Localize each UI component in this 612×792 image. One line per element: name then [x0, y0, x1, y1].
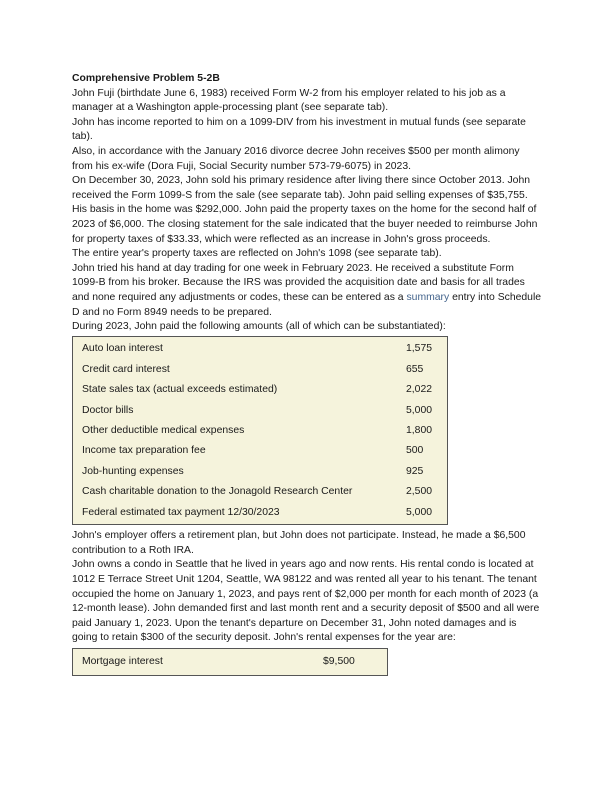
expense-amount: 5,000: [406, 506, 433, 518]
expenses-intro: During 2023, John paid the following amounts (all of which can be substantiated):: [72, 321, 446, 333]
expense-label: Doctor bills: [82, 404, 134, 416]
paragraph-day-trading: [72, 262, 542, 320]
expense-row: [73, 502, 447, 522]
paragraph-property-taxes: The entire year's property taxes are reflected on John's 1098 (see separate tab).: [72, 248, 442, 260]
paragraph-home-sale: On December 30, 2023, John sold his primary residence after living there since October 2013. John received the Form 1099-S from the sale (see separate tab). John paid selling expenses of $35,755. His basis in the home was $292,000. John paid the property taxes on the home for the second half of 2023 of $6,000. The closing statement for the sale indicated that the buyer needed to reimburse John for property taxes of $33.33, which were reflected as an increase in John's gross proceeds.: [72, 175, 538, 245]
day-trading-text-1: John tried his hand at day trading for one week in February 2023. He received a substitute Form 1099-B from his broker. Because the IRS was provided the acquisition date and basis for all trades and none required any adjustments or codes, these can be entered as a: [72, 262, 525, 303]
rental-expenses-table: [72, 648, 388, 676]
expense-row: [73, 359, 447, 379]
expense-label: Federal estimated tax payment 12/30/2023: [82, 506, 280, 518]
summary-link[interactable]: summary: [406, 291, 450, 303]
day-trading-text-2: entry into Schedule D and no Form 8949 needs to be prepared.: [72, 291, 542, 318]
expense-label: Job-hunting expenses: [82, 465, 184, 477]
expense-amount: 655: [406, 363, 424, 375]
problem-title: Comprehensive Problem 5-2B: [72, 73, 220, 84]
expense-row: [73, 420, 447, 440]
paragraph-roth-ira: John's employer offers a retirement plan, but John does not participate. Instead, he made a $6,500 contribution to a Roth IRA.: [72, 530, 526, 556]
expenses-table: [72, 336, 448, 526]
paragraph-1099-div: John has income reported to him on a 1099-DIV from his investment in mutual funds (see separate tab).: [72, 116, 526, 143]
expense-row: [73, 400, 447, 420]
rental-expense-label: Mortgage interest: [82, 656, 163, 668]
rental-expense-row: [73, 651, 387, 673]
expense-amount: 5,000: [406, 404, 433, 416]
expense-amount: 2,500: [406, 486, 433, 498]
document-page: [72, 72, 542, 676]
expense-row: [73, 379, 447, 399]
expense-label: Credit card interest: [82, 363, 170, 375]
expense-label: Other deductible medical expenses: [82, 424, 245, 436]
expense-label: Cash charitable donation to the Jonagold Research Center: [82, 486, 353, 498]
rental-expense-amount: $9,500: [323, 656, 355, 668]
expense-row: [73, 441, 447, 461]
expense-amount: 500: [406, 445, 424, 457]
expense-amount: 925: [406, 465, 424, 477]
expense-row: [73, 481, 447, 501]
expense-amount: 1,575: [406, 343, 433, 355]
expense-row: [73, 461, 447, 481]
expense-label: State sales tax (actual exceeds estimated): [82, 384, 278, 396]
expense-row: [73, 339, 447, 359]
expense-amount: 2,022: [406, 384, 433, 396]
expense-label: Income tax preparation fee: [82, 445, 206, 457]
paragraph-alimony: Also, in accordance with the January 2016 divorce decree John receives $500 per month alimony from his ex-wife (Dora Fuji, Social Security number 573-79-6075) in 2023.: [72, 145, 520, 172]
expense-label: Auto loan interest: [82, 343, 163, 355]
paragraph-w2: John Fuji (birthdate June 6, 1983) received Form W-2 from his employer related to his job as a manager at a Washington apple-processing plant (see separate tab).: [72, 87, 506, 114]
expense-amount: 1,800: [406, 424, 433, 436]
paragraph-rental-condo: John owns a condo in Seattle that he lived in years ago and now rents. His rental condo is located at 1012 E Terrace Street Unit 1204, Seattle, WA 98122 and was rented all year to his tenant. The tenant occupied the home on January 1, 2023, and pays rent of $2,000 per month for each month of 2023 (a 12-month lease). John demanded first and last month rent and a security deposit of $500 and all were paid January 1, 2023. Upon the tenant's departure on December 31, John noted damages and is going to retain $300 of the security deposit. John's rental expenses for the year are:: [72, 559, 540, 644]
